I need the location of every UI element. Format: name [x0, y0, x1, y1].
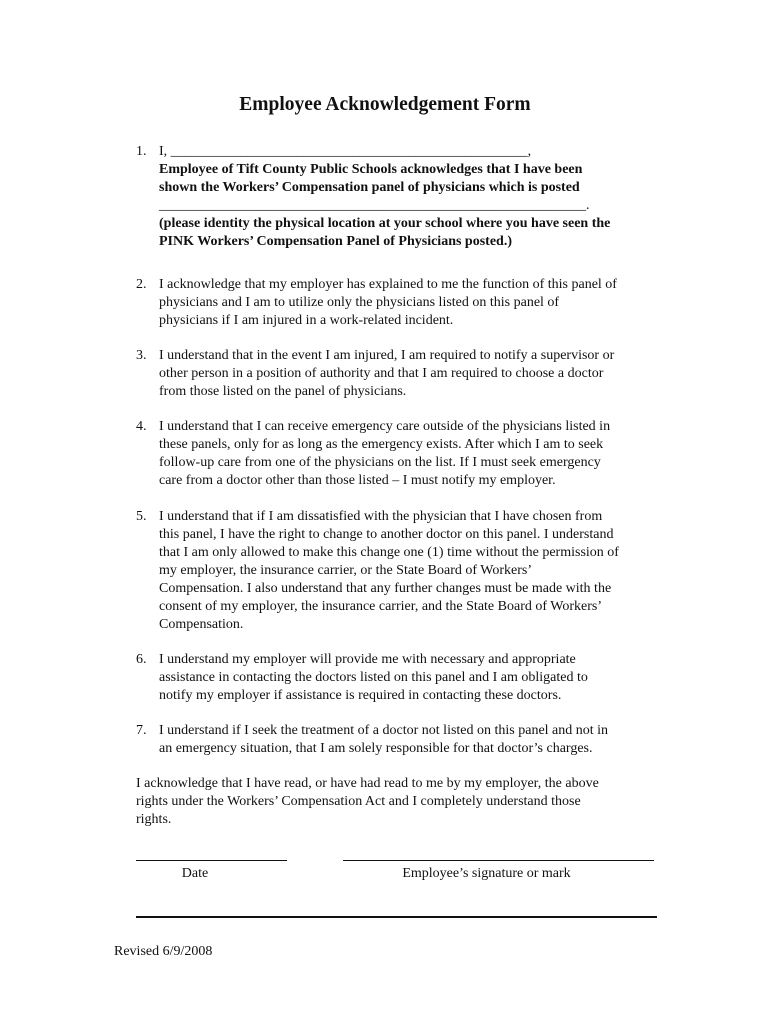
- item-text-line: this panel, I have the right to change to another doctor on this panel. I understand: [159, 527, 614, 542]
- item-number: 3.: [136, 348, 147, 363]
- list-item-2: [136, 276, 662, 330]
- item-text-line: an emergency situation, that I am solely responsible for that doctor’s charges.: [159, 741, 593, 756]
- item-text-line: I understand my employer will provide me with necessary and appropriate: [159, 652, 576, 667]
- item-number: 1.: [136, 144, 147, 159]
- item-text-line: Compensation. I also understand that any further changes must be made with the: [159, 581, 612, 596]
- item-text-line: assistance in contacting the doctors listed on this panel and I am obligated to: [159, 670, 588, 685]
- list-item-5: [136, 508, 662, 634]
- item-text-line: (please identity the physical location at your school where you have seen the: [159, 216, 611, 231]
- employee-name-blank: I, ___________________________________________________,: [159, 144, 532, 159]
- item-text-line: consent of my employer, the insurance carrier, and the State Board of Workers’: [159, 599, 603, 614]
- item-number: 7.: [136, 723, 147, 738]
- item-number: 5.: [136, 509, 147, 524]
- list-item-4: [136, 418, 662, 490]
- list-item-6: [136, 651, 662, 705]
- item-number: 2.: [136, 277, 147, 292]
- item-text-line: I understand that I can receive emergency care outside of the physicians listed in: [159, 419, 611, 434]
- revised-date: Revised 6/9/2008: [114, 944, 213, 959]
- divider: [136, 916, 657, 918]
- item-text-line: physicians and I am to utilize only the physicians listed on this panel of: [159, 295, 560, 310]
- item-text-line: shown the Workers’ Compensation panel of physicians which is posted: [159, 180, 580, 195]
- date-signature-line[interactable]: [136, 860, 287, 861]
- item-number: 6.: [136, 652, 147, 667]
- item-text-line: I understand if I seek the treatment of a doctor not listed on this panel and not in: [159, 723, 609, 738]
- item-text-line: from those listed on the panel of physicians.: [159, 384, 407, 399]
- item-text-line: Employee of Tift County Public Schools acknowledges that I have been: [159, 162, 583, 177]
- signature-label: Employee’s signature or mark: [402, 866, 571, 881]
- acknowledgement-line: rights under the Workers’ Compensation Act and I completely understand those: [136, 794, 581, 809]
- page-title: Employee Acknowledgement Form: [239, 94, 531, 115]
- item-text-line: I understand that if I am dissatisfied with the physician that I have chosen from: [159, 509, 603, 524]
- acknowledgement-line: I acknowledge that I have read, or have had read to me by my employer, the above: [136, 776, 599, 791]
- item-text-line: PINK Workers’ Compensation Panel of Physicians posted.): [159, 234, 512, 249]
- item-text-line: my employer, the insurance carrier, or the State Board of Workers’: [159, 563, 533, 578]
- item-text-line: I understand that in the event I am injured, I am required to notify a supervisor or: [159, 348, 615, 363]
- employee-signature-line[interactable]: [343, 860, 654, 861]
- item-text-line: Compensation.: [159, 617, 244, 632]
- item-number: 4.: [136, 419, 147, 434]
- item-text-line: care from a doctor other than those listed – I must notify my employer.: [159, 473, 556, 488]
- acknowledgement-paragraph: [136, 775, 662, 829]
- item-text-line: these panels, only for as long as the emergency exists. After which I am to seek: [159, 437, 604, 452]
- list-item-7: [136, 722, 662, 758]
- location-blank: _____________________________________________________________.: [159, 198, 590, 213]
- item-text-line: I acknowledge that my employer has explained to me the function of this panel of: [159, 277, 617, 292]
- item-text-line: that I am only allowed to make this change one (1) time without the permission of: [159, 545, 619, 560]
- item-text-line: physicians if I am injured in a work-related incident.: [159, 313, 454, 328]
- acknowledgement-line: rights.: [136, 812, 172, 827]
- item-text-line: notify my employer if assistance is required in contacting these doctors.: [159, 688, 562, 703]
- list-item-1: [136, 143, 662, 251]
- list-item-3: [136, 347, 662, 401]
- item-text-line: follow-up care from one of the physicians on the list. If I must seek emergency: [159, 455, 601, 470]
- item-text-line: other person in a position of authority and that I am required to choose a doctor: [159, 366, 604, 381]
- date-label: Date: [181, 866, 209, 881]
